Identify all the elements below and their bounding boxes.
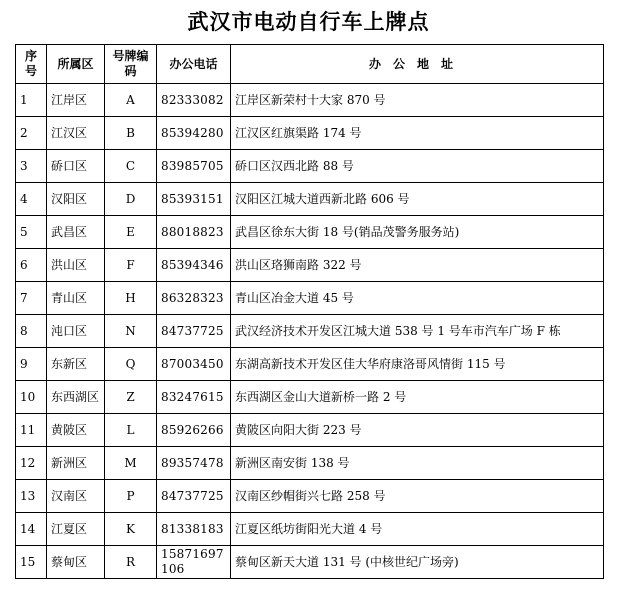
cell-no: 10 [16, 381, 47, 414]
header-address [231, 45, 604, 84]
cell-district: 江汉区 [47, 117, 105, 150]
cell-code: K [105, 513, 157, 546]
cell-phone: 85393151 [157, 183, 231, 216]
cell-district: 硚口区 [47, 150, 105, 183]
cell-address: 东湖高新技术开发区佳大华府康洛哥风情街 115 号 [231, 348, 604, 381]
table-row [16, 315, 604, 348]
cell-address: 汉阳区江城大道西新北路 606 号 [231, 183, 604, 216]
cell-no: 9 [16, 348, 47, 381]
table-row [16, 84, 604, 117]
cell-no: 4 [16, 183, 47, 216]
cell-address: 黄陂区向阳大街 223 号 [231, 414, 604, 447]
cell-no: 11 [16, 414, 47, 447]
cell-district: 青山区 [47, 282, 105, 315]
cell-district: 蔡甸区 [47, 546, 105, 579]
cell-code: N [105, 315, 157, 348]
cell-address: 江岸区新荣村十大家 870 号 [231, 84, 604, 117]
table-row [16, 183, 604, 216]
cell-code: A [105, 84, 157, 117]
cell-phone: 83247615 [157, 381, 231, 414]
table-row [16, 546, 604, 579]
cell-no: 2 [16, 117, 47, 150]
cell-district: 洪山区 [47, 249, 105, 282]
cell-phone: 85926266 [157, 414, 231, 447]
cell-code: F [105, 249, 157, 282]
cell-phone: 87003450 [157, 348, 231, 381]
cell-code: H [105, 282, 157, 315]
cell-address: 武昌区徐东大街 18 号(销品茂警务服务站) [231, 216, 604, 249]
cell-code: Q [105, 348, 157, 381]
table-row [16, 348, 604, 381]
cell-district: 新洲区 [47, 447, 105, 480]
cell-phone: 88018823 [157, 216, 231, 249]
cell-address: 青山区冶金大道 45 号 [231, 282, 604, 315]
cell-no: 3 [16, 150, 47, 183]
cell-district: 武昌区 [47, 216, 105, 249]
table-row [16, 381, 604, 414]
cell-phone: 82333082 [157, 84, 231, 117]
cell-phone: 84737725 [157, 480, 231, 513]
table-row [16, 249, 604, 282]
header-district: 所属区 [47, 45, 105, 84]
table-row [16, 216, 604, 249]
cell-code: C [105, 150, 157, 183]
cell-district: 东西湖区 [47, 381, 105, 414]
cell-address: 武汉经济技术开发区江城大道 538 号 1 号车市汽车广场 F 栋 [231, 315, 604, 348]
cell-district: 黄陂区 [47, 414, 105, 447]
cell-phone: 84737725 [157, 315, 231, 348]
table-row [16, 282, 604, 315]
cell-district: 汉南区 [47, 480, 105, 513]
cell-district: 沌口区 [47, 315, 105, 348]
cell-no: 13 [16, 480, 47, 513]
table-row [16, 480, 604, 513]
table-body [16, 84, 604, 579]
cell-district: 汉阳区 [47, 183, 105, 216]
cell-phone: 15871697106 [157, 546, 231, 579]
cell-code: M [105, 447, 157, 480]
header-address-label: 办公地址 [368, 56, 465, 71]
cell-no: 1 [16, 84, 47, 117]
cell-address: 蔡甸区新天大道 131 号 (中核世纪广场旁) [231, 546, 604, 579]
cell-no: 12 [16, 447, 47, 480]
cell-no: 15 [16, 546, 47, 579]
cell-no: 14 [16, 513, 47, 546]
cell-address: 新洲区南安街 138 号 [231, 447, 604, 480]
cell-no: 7 [16, 282, 47, 315]
registration-points-table [15, 44, 604, 579]
cell-phone: 89357478 [157, 447, 231, 480]
cell-district: 江夏区 [47, 513, 105, 546]
cell-phone: 81338183 [157, 513, 231, 546]
cell-code: E [105, 216, 157, 249]
cell-district: 江岸区 [47, 84, 105, 117]
cell-code: B [105, 117, 157, 150]
cell-district: 东新区 [47, 348, 105, 381]
cell-code: P [105, 480, 157, 513]
cell-no: 6 [16, 249, 47, 282]
cell-address: 江夏区纸坊街阳光大道 4 号 [231, 513, 604, 546]
cell-phone: 85394280 [157, 117, 231, 150]
cell-phone: 83985705 [157, 150, 231, 183]
cell-no: 8 [16, 315, 47, 348]
header-no: 序号 [16, 45, 47, 84]
table-row [16, 513, 604, 546]
cell-code: Z [105, 381, 157, 414]
document-title: 武汉市电动自行车上牌点 [187, 10, 430, 34]
table-header-row [16, 45, 604, 84]
cell-address: 硚口区汉西北路 88 号 [231, 150, 604, 183]
cell-address: 东西湖区金山大道新桥一路 2 号 [231, 381, 604, 414]
table-row [16, 447, 604, 480]
table-row [16, 414, 604, 447]
cell-address: 江汉区红旗渠路 174 号 [231, 117, 604, 150]
header-code: 号牌编码 [105, 45, 157, 84]
cell-phone: 86328323 [157, 282, 231, 315]
header-phone: 办公电话 [157, 45, 231, 84]
cell-address: 洪山区珞狮南路 322 号 [231, 249, 604, 282]
cell-code: L [105, 414, 157, 447]
cell-phone: 85394346 [157, 249, 231, 282]
cell-code: R [105, 546, 157, 579]
table-row [16, 150, 604, 183]
table-row [16, 117, 604, 150]
cell-no: 5 [16, 216, 47, 249]
cell-address: 汉南区纱帽街兴七路 258 号 [231, 480, 604, 513]
cell-code: D [105, 183, 157, 216]
